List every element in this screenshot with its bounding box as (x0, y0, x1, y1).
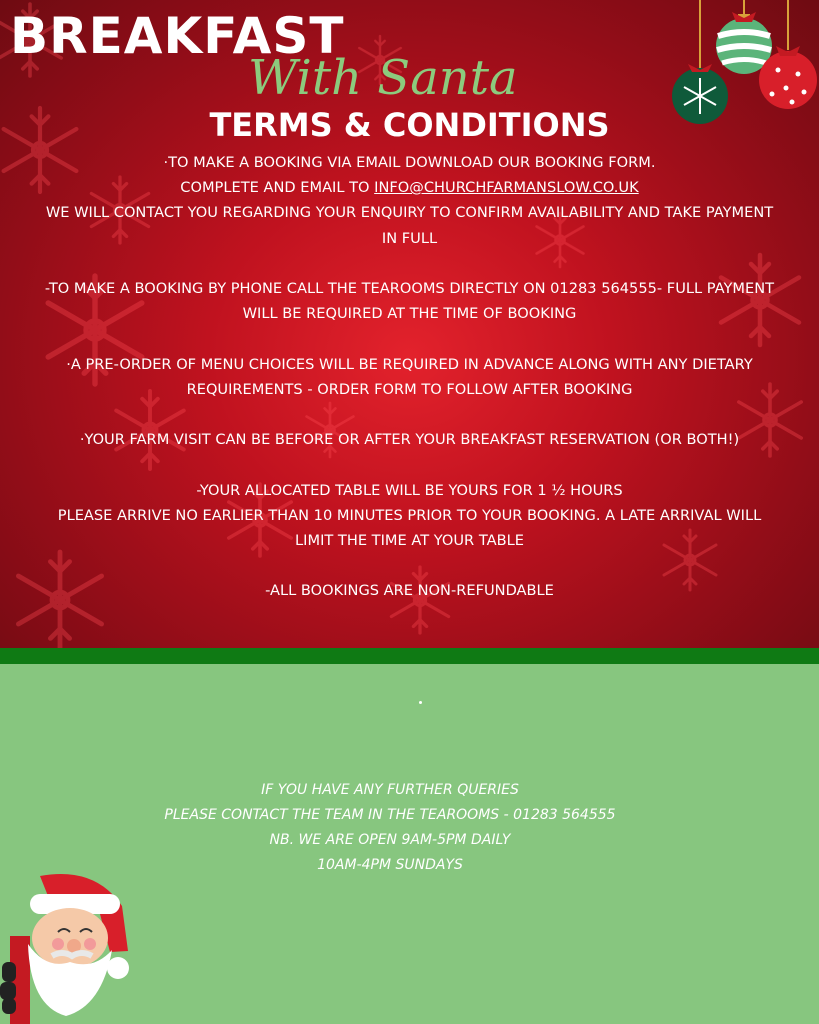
term-pre-order: ·A PRE-ORDER OF MENU CHOICES WILL BE REQUIRED IN ADVANCE ALONG WITH ANY DIETARY REQUIREMENTS - ORDER FORM TO FOLLOW AFTER BOOKING (66, 355, 753, 398)
term-farm-visit: ·YOUR FARM VISIT CAN BE BEFORE OR AFTER YOUR BREAKFAST RESERVATION (OR BOTH!) (79, 431, 740, 449)
term-table-time-line1: -YOUR ALLOCATED TABLE WILL BE YOURS FOR 1 ½ HOURS (196, 481, 623, 499)
green-divider-bar (0, 648, 819, 664)
dot-mark (419, 701, 422, 704)
opening-hours-daily: NB. WE ARE OPEN 9AM-5PM DAILY (269, 832, 511, 848)
term-refund: -ALL BOOKINGS ARE NON-REFUNDABLE (265, 582, 554, 600)
term-table-time-line2: PLEASE ARRIVE NO EARLIER THAN 10 MINUTES PRIOR TO YOUR BOOKING. A LATE ARRIVAL WILL LIMIT THE TIME AT YOUR TABLE (57, 506, 762, 549)
term-email-line1: ·TO MAKE A BOOKING VIA EMAIL DOWNLOAD OUR BOOKING FORM. (163, 154, 656, 171)
term-email-booking (40, 150, 779, 251)
contact-line1: IF YOU HAVE ANY FURTHER QUERIES (261, 782, 519, 798)
contact-line2: PLEASE CONTACT THE TEAM IN THE TEAROOMS - 01283 564555 (164, 807, 616, 823)
terms-list (40, 150, 779, 629)
term-email-line3: WE WILL CONTACT YOU REGARDING YOUR ENQUIRY TO CONFIRM AVAILABILITY AND TAKE PAYMENT IN FULL (45, 204, 774, 247)
title-with-santa: With Santa (248, 50, 518, 106)
contact-info (0, 778, 780, 878)
term-table-time (40, 478, 779, 554)
santa-claus-icon (0, 866, 140, 1024)
terms-heading: TERMS & CONDITIONS (209, 106, 610, 144)
term-phone-booking: -TO MAKE A BOOKING BY PHONE CALL THE TEAROOMS DIRECTLY ON 01283 564555- FULL PAYMENT WILL BE REQUIRED AT THE TIME OF BOOKING (44, 280, 775, 323)
email-link[interactable]: INFO@CHURCHFARMANSLOW.CO.UK (374, 179, 639, 197)
christmas-ornaments-icon (660, 0, 819, 130)
opening-hours-sunday: 10AM-4PM SUNDAYS (317, 857, 463, 873)
term-email-line2: COMPLETE AND EMAIL TO (180, 179, 370, 197)
title-breakfast: BREAKFAST (10, 7, 345, 65)
